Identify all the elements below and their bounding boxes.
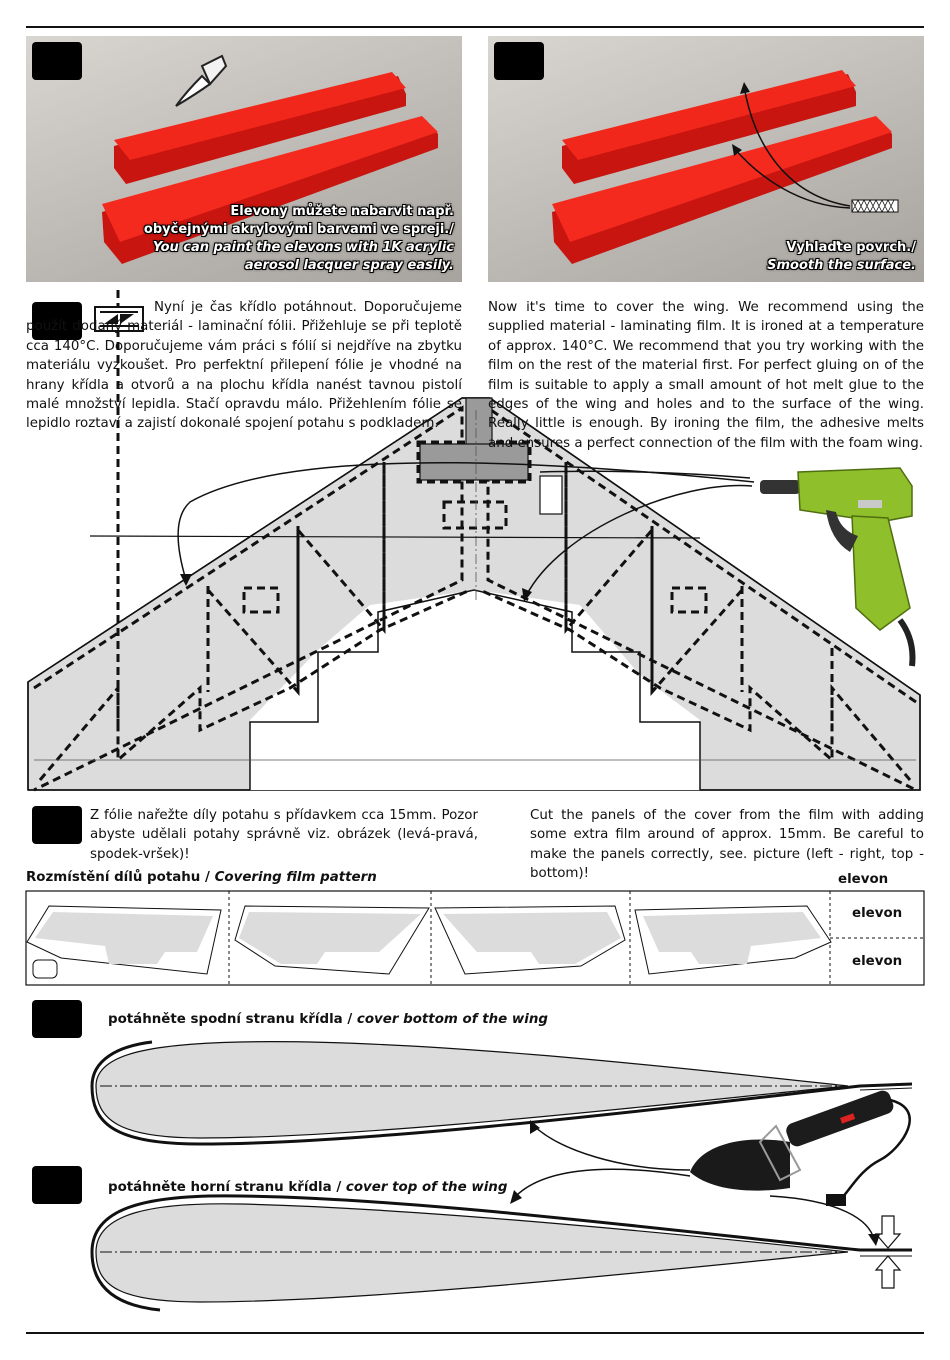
smooth-caption	[767, 239, 916, 275]
step-box	[494, 42, 544, 80]
cover-bottom-cz: potáhněte spodní stranu křídla /	[108, 1012, 357, 1027]
elevon-label-1: elevon	[852, 906, 903, 921]
elevon-label-2: elevon	[852, 954, 903, 969]
paint-caption	[144, 203, 454, 275]
airfoil-diagram	[0, 1030, 950, 1360]
pattern-title	[26, 870, 377, 885]
heat-iron-icon	[690, 1088, 910, 1206]
sanding-block-icon	[852, 200, 898, 212]
cover-top-en: cover top of the wing	[345, 1180, 508, 1195]
cover-bottom-label	[108, 1012, 548, 1027]
photo-smooth-surface	[488, 36, 924, 282]
top-rule	[26, 26, 924, 28]
cut-text-cz: Z fólie nařežte díly potahu s přídavkem cca 15mm. Pozor abyste udělali potahy správně viz. obrázek (levá-pravá, spodek-vršek)!	[90, 808, 478, 862]
cut-text-en: Cut the panels of the cover from the film with adding some extra film around of approx. 15mm. Be careful to make the panels correctly, see. picture (left - right, top - bottom)!	[530, 808, 924, 882]
caption-en-line2: aerosol lacquer spray easily.	[244, 258, 454, 273]
pattern-title-cz: Rozmístění dílů potahu /	[26, 870, 215, 885]
step-box	[32, 42, 82, 80]
step-box	[32, 806, 82, 844]
photo-paint-elevons	[26, 36, 462, 282]
covering-pattern	[25, 890, 925, 986]
pattern-title-en: Covering film pattern	[214, 870, 377, 885]
cover-text-cz: Nyní je čas křídlo potáhnout. Doporučujeme použít dodaný materiál - laminační fólii. Přižehluje se při teplotě cca 140°C. Doporučujeme vám práci s fólií si nejdříve na zbytku materiálu vyzkoušet. Pro perfektní přilepení fólie je vhodné na hrany křídla a otvorů a na plochu křídla nanést tavnou pistolí malé množství lepidla. Stačí opravdu málo. Přižehlením fólie se lepidlo roztaví a zajistí dokonalé spojení potahu s podkladem.	[26, 300, 462, 432]
cover-top-cz: potáhněte horní stranu křídla /	[108, 1180, 346, 1195]
airfoil-top	[92, 1196, 912, 1310]
caption-cz: Vyhlaďte povrch./	[786, 240, 916, 255]
cover-text-en: Now it's time to cover the wing. We recommend using the supplied material - laminating film. It is ironed at a temperature of approx. 140°C. We recommend that you try working with the film on the rest of the material first. For perfect gluing on of the film is suitable to apply a small amount of hot melt glue to the edges of the wing and holes and to the surface of the wing. Really little is enough. By ironing the film, the adhesive melts and ensures a perfect connection of the film with the foam wing.	[488, 300, 924, 451]
elevon-label-top: elevon	[838, 872, 889, 887]
brush-icon	[176, 56, 226, 106]
pressure-arrows-icon	[876, 1216, 900, 1288]
caption-cz-line1: Elevony můžete nabarvit např.	[230, 204, 454, 219]
caption-en: Smooth the surface.	[767, 258, 916, 273]
caption-en-line1: You can paint the elevons with 1K acrylic	[152, 240, 454, 255]
caption-cz-line2: obyčejnými akrylovými barvami ve spreji./	[143, 222, 454, 237]
cover-bottom-en: cover bottom of the wing	[356, 1012, 548, 1027]
bottom-rule	[26, 1332, 924, 1334]
